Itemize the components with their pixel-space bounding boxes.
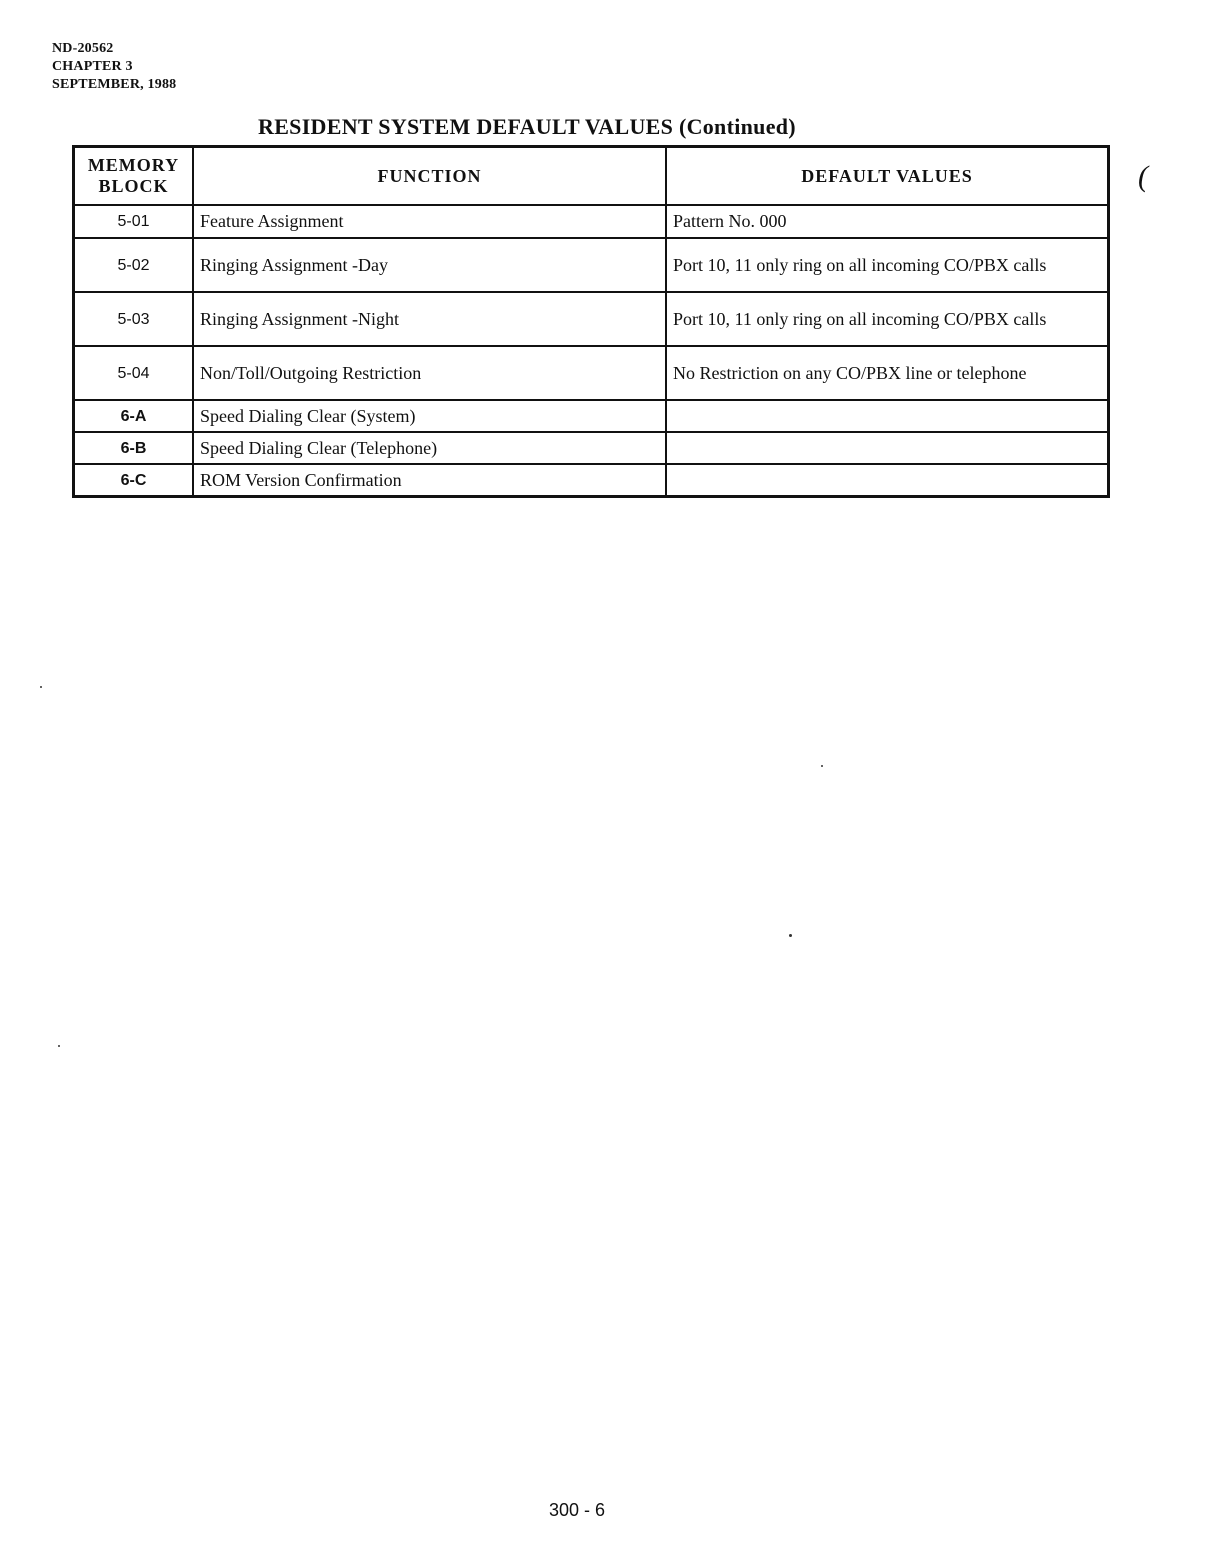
scan-speck — [821, 765, 823, 767]
default-values-table-frame — [72, 145, 1110, 498]
table-row — [75, 346, 1107, 400]
function-cell: Speed Dialing Clear (Telephone) — [193, 432, 666, 464]
default-value-cell: No Restriction on any CO/PBX line or telephone — [666, 346, 1107, 400]
scan-speck — [40, 686, 42, 688]
default-value-cell — [666, 464, 1107, 495]
table-row — [75, 464, 1107, 495]
column-header-function: FUNCTION — [193, 148, 666, 205]
memory-block-cell: 6-C — [75, 464, 193, 495]
function-cell: Non/Toll/Outgoing Restriction — [193, 346, 666, 400]
memory-block-cell: 5-03 — [75, 292, 193, 346]
default-value-cell — [666, 432, 1107, 464]
default-value-cell — [666, 400, 1107, 432]
memory-block-cell: 5-04 — [75, 346, 193, 400]
column-header-default-values: DEFAULT VALUES — [666, 148, 1107, 205]
table-row — [75, 205, 1107, 238]
table-row — [75, 238, 1107, 292]
memory-block-cell: 6-B — [75, 432, 193, 464]
doc-number: ND-20562 — [52, 41, 114, 56]
chapter-label: CHAPTER 3 — [52, 59, 133, 74]
scan-speck — [789, 934, 792, 937]
table-row — [75, 292, 1107, 346]
page-title: RESIDENT SYSTEM DEFAULT VALUES (Continued) — [258, 114, 796, 139]
table-header-row — [75, 148, 1107, 205]
default-value-cell: Port 10, 11 only ring on all incoming CO/PBX calls — [666, 292, 1107, 346]
default-value-cell: Pattern No. 000 — [666, 205, 1107, 238]
column-header-memory-block-line2: BLOCK — [98, 176, 169, 196]
function-cell: Ringing Assignment -Day — [193, 238, 666, 292]
function-cell: Speed Dialing Clear (System) — [193, 400, 666, 432]
function-cell: ROM Version Confirmation — [193, 464, 666, 495]
document-header — [52, 40, 176, 94]
function-cell: Feature Assignment — [193, 205, 666, 238]
default-value-cell: Port 10, 11 only ring on all incoming CO/PBX calls — [666, 238, 1107, 292]
default-values-table — [75, 148, 1107, 495]
table-row — [75, 400, 1107, 432]
margin-mark: ( — [1138, 160, 1148, 193]
memory-block-cell: 5-02 — [75, 238, 193, 292]
memory-block-cell: 5-01 — [75, 205, 193, 238]
table-row — [75, 432, 1107, 464]
scan-speck — [58, 1045, 60, 1047]
function-cell: Ringing Assignment -Night — [193, 292, 666, 346]
column-header-memory-block-line1: MEMORY — [87, 155, 180, 175]
page-number: 300 - 6 — [549, 1500, 606, 1520]
column-header-memory-block — [75, 148, 193, 205]
date-label: SEPTEMBER, 1988 — [52, 77, 177, 92]
memory-block-cell: 6-A — [75, 400, 193, 432]
